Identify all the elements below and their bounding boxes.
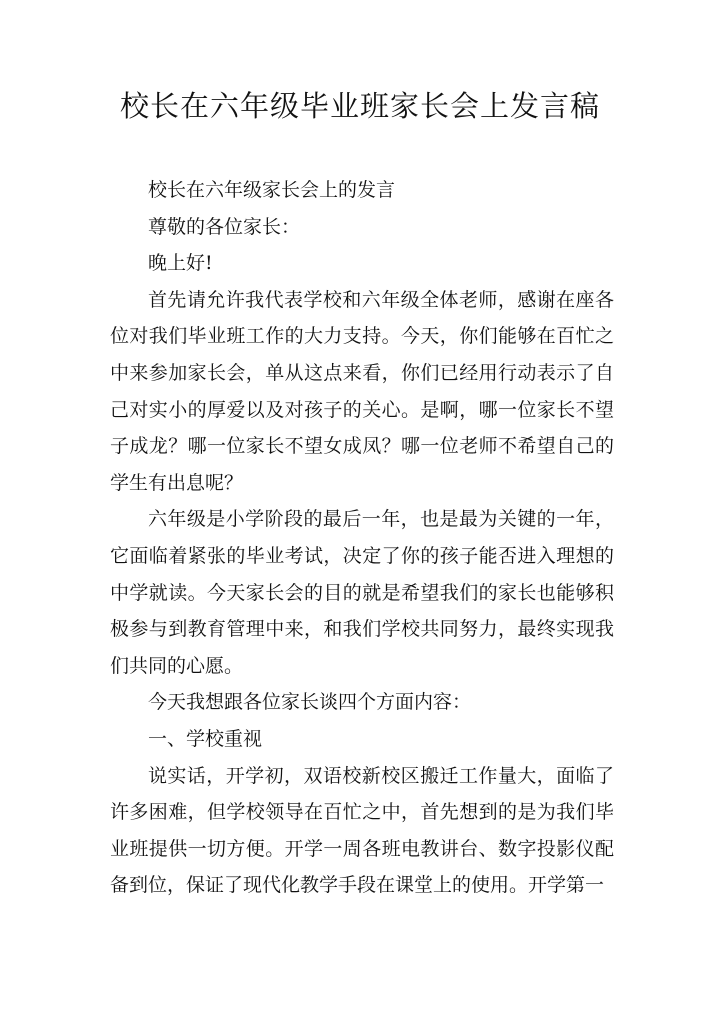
paragraph-thanks: 首先请允许我代表学校和六年级全体老师，感谢在座各位对我们毕业班工作的大力支持。今天，你们能够在百忙之中来参加家长会，单从这点来看，你们已经用行动表示了自己对实小的厚爱以及对孩子的关心。是啊，哪一位家长不望子成龙？哪一位家长不望女成凤？哪一位老师不希望自己的学生有出息呢？: [110, 288, 614, 494]
paragraph-topics-intro: 今天我想跟各位家长谈四个方面内容：: [148, 691, 472, 714]
paragraph-greeting: 晚上好!: [148, 252, 213, 275]
paragraph-grade-six: 六年级是小学阶段的最后一年，也是最为关键的一年，它面临着紧张的毕业考试，决定了你的孩子能否进入理想的中学就读。今天家长会的目的就是希望我们的家长也能够积极参与到教育管理中来，和我们学校共同努力，最终实现我们共同的心愿。: [110, 508, 614, 677]
paragraph-school-support: 说实话，开学初，双语校新校区搬迁工作量大，面临了许多困难，但学校领导在百忙之中，首先想到的是为我们毕业班提供一切方便。开学一周各班电教讲台、数字投影仪配备到位，保证了现代化教学手段在课堂上的使用。开学第一: [110, 764, 614, 897]
document-body: [110, 172, 614, 904]
paragraph-salutation: 尊敬的各位家长：: [148, 215, 301, 238]
section-heading-school: 一、学校重视: [148, 727, 263, 750]
document-title: 校长在六年级毕业班家长会上发言稿: [119, 89, 600, 123]
paragraph-subtitle: 校长在六年级家长会上的发言: [148, 179, 396, 201]
